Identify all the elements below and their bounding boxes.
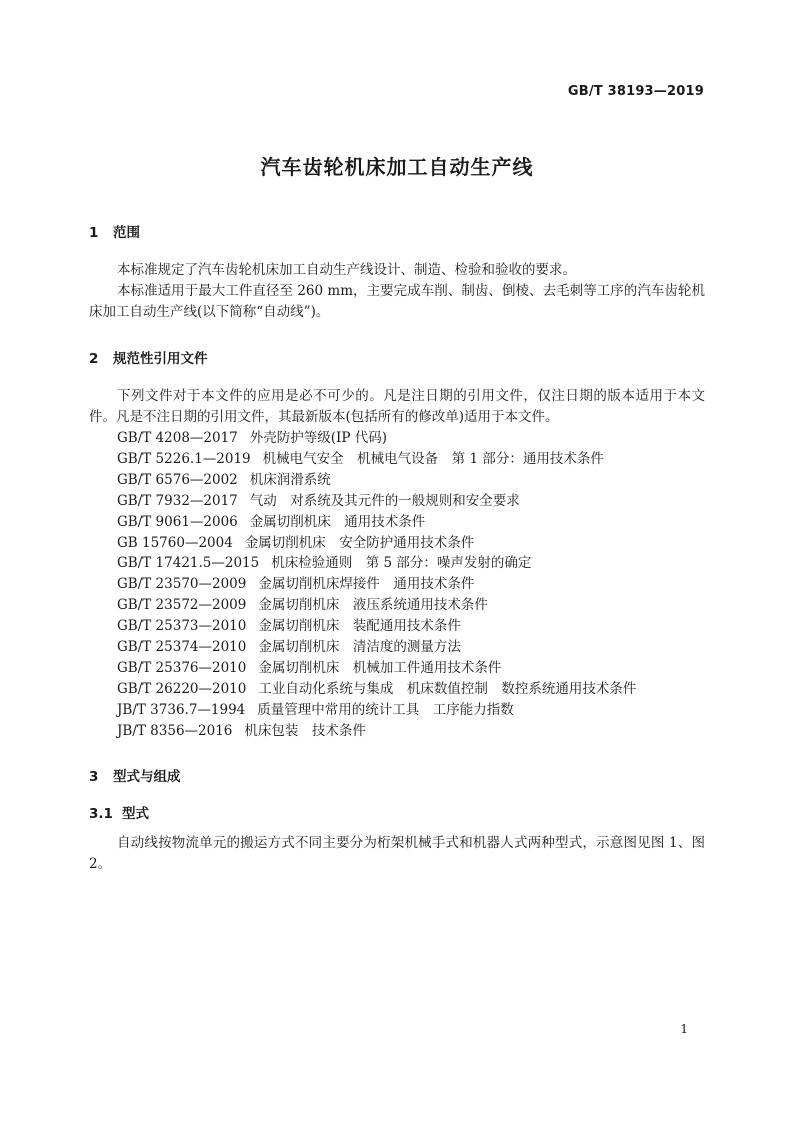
reference-list — [117, 428, 636, 742]
reference-code: JB/T 8356—2016 — [117, 722, 233, 739]
reference-title: 机床检验通则 第 5 部分：噪声发射的确定 — [271, 555, 532, 572]
reference-item — [117, 679, 636, 700]
reference-item — [117, 595, 636, 616]
reference-code: GB/T 7932—2017 — [117, 492, 238, 509]
reference-item — [117, 574, 636, 595]
reference-title: 金属切削机床 液压系统通用技术条件 — [258, 597, 488, 614]
references-intro-paragraph: 下列文件对于本文件的应用是必不可少的。凡是注日期的引用文件，仅注日期的版本适用于本文件。凡是不注日期的引用文件，其最新版本(包括所有的修改单)适用于本文件。 — [89, 388, 705, 425]
reference-title: 质量管理中常用的统计工具 工序能力指数 — [257, 701, 514, 718]
reference-code: GB/T 4208—2017 — [117, 430, 238, 446]
section-2-title: 规范性引用文件 — [113, 351, 208, 367]
reference-code: JB/T 3736.7—1994 — [117, 701, 246, 718]
reference-code: GB/T 25373—2010 — [117, 618, 247, 635]
scope-paragraph-1: 本标准规定了汽车齿轮机床加工自动生产线设计、制造、检验和验收的要求。 — [117, 262, 576, 278]
reference-item — [117, 553, 636, 574]
section-1-title: 范围 — [113, 225, 140, 241]
reference-code: GB/T 23572—2009 — [117, 597, 247, 614]
document-title: 汽车齿轮机床加工自动生产线 — [260, 155, 534, 179]
reference-title: 机床包装 技术条件 — [244, 722, 366, 739]
reference-title: 金属切削机床 机械加工件通用技术条件 — [258, 659, 502, 676]
section-1-number: 1 — [89, 225, 99, 241]
section-3-heading — [89, 765, 181, 785]
section-3-1-heading — [89, 802, 149, 822]
reference-item — [117, 637, 636, 658]
reference-title: 金属切削机床 安全防护通用技术条件 — [244, 534, 475, 551]
reference-title: 金属切削机床焊接件 通用技术条件 — [258, 576, 475, 593]
reference-item — [117, 616, 636, 637]
reference-code: GB/T 25374—2010 — [117, 639, 247, 656]
reference-code: GB/T 6576—2002 — [117, 471, 238, 488]
reference-title: 外壳防护等级(IP 代码) — [249, 430, 388, 446]
scope-paragraph-2: 本标准适用于最大工件直径至 260 mm，主要完成车削、制齿、倒棱、去毛刺等工序的汽车齿轮机床加工自动生产线(以下简称“自动线”)。 — [89, 283, 705, 320]
reference-code: GB 15760—2004 — [117, 534, 233, 551]
reference-code: GB/T 23570—2009 — [117, 576, 247, 593]
reference-item — [117, 533, 636, 554]
standard-code: GB/T 38193—2019 — [567, 84, 704, 99]
reference-code: GB/T 26220—2010 — [117, 680, 247, 697]
reference-item — [117, 512, 636, 533]
reference-title: 机床润滑系统 — [249, 471, 331, 488]
reference-item — [117, 658, 636, 679]
reference-item — [117, 491, 636, 512]
reference-title: 工业自动化系统与集成 机床数值控制 数控系统通用技术条件 — [258, 680, 637, 697]
reference-code: GB/T 17421.5—2015 — [117, 555, 260, 572]
section-2-heading — [89, 347, 208, 367]
reference-code: GB/T 9061—2006 — [117, 513, 238, 530]
reference-item — [117, 721, 636, 742]
section-3-number: 3 — [89, 769, 99, 785]
reference-title: 金属切削机床 装配通用技术条件 — [258, 618, 461, 635]
section-2-number: 2 — [89, 351, 99, 367]
reference-title: 气动 对系统及其元件的一般规则和安全要求 — [249, 492, 520, 509]
reference-title: 机械电气安全 机械电气设备 第 1 部分：通用技术条件 — [262, 450, 604, 467]
reference-item — [117, 428, 636, 449]
section-1-heading — [89, 221, 140, 241]
section-3-1-number: 3.1 — [89, 806, 113, 822]
reference-code: GB/T 25376—2010 — [117, 659, 247, 676]
reference-item — [117, 449, 636, 470]
type-paragraph: 自动线按物流单元的搬运方式不同主要分为桁架机械手式和机器人式两种型式，示意图见图 1、图 2。 — [89, 835, 705, 872]
reference-title: 金属切削机床 通用技术条件 — [249, 513, 426, 530]
reference-item — [117, 470, 636, 491]
page-number: 1 — [680, 1022, 688, 1036]
reference-title: 金属切削机床 清洁度的测量方法 — [258, 639, 461, 656]
reference-code: GB/T 5226.1—2019 — [117, 450, 251, 467]
section-3-title: 型式与组成 — [113, 769, 181, 785]
reference-item — [117, 700, 636, 721]
section-3-1-title: 型式 — [122, 806, 149, 822]
